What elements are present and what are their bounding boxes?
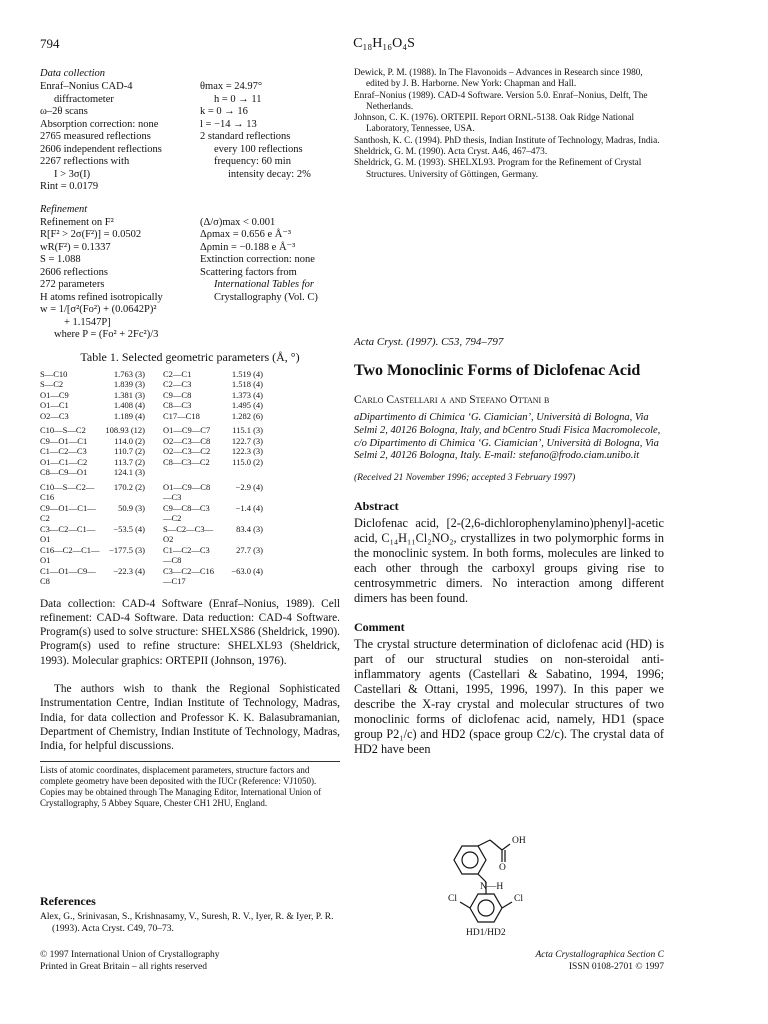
reference-item: Alex, G., Srinivasan, S., Krishnasamy, V., Suresh, R. V., Iyer, R. & Iyer, P. R. (1993). Acta Cryst. C49, 70–73. [40,912,334,934]
acknowledgement-paragraph: The authors wish to thank the Regional Sophisticated Instrumentation Centre, Indian Institute of Technology, Madras, India, for data collection and Professor K. K. Balasubramanian, Department of Chemistry, Indian Institute of Technology, Madras, India, for helpful discussions. [40,682,340,753]
table1-torsions: C10—S—C2—C16 170.2 (2) O1—C9—C8—C3 −2.9 (4) C9—O1—C1—C2 50.9 (3) C9—C8—C3—C2 −1.4 (4) C3—C2—C1—O1 −53.5 (4) S—C2—C3—O2 83.4 (3) C16—C2—C1—O1 −177.5 (3) C1—C2—C3—C8 27.7 (3) C1—O1—C9—C8 −22.3 (4) C3—C2—C16—C17 −63.0 (4) [40,481,263,586]
printed-line: Printed in Great Britain – all rights reserved [40,961,207,972]
reference-item: Sheldrick, G. M. (1990). Acta Cryst. A46, 467–473. [354,147,548,158]
affiliations: aDipartimento di Chimica ‘G. Ciamician’, Università di Bologna, Via Selmi 2, 40126 Bologna, Italy, and bCentro Studi Fisica Macromolecole, c/o Dipartimento di Chimica ‘G. Ciamician’, Università di Bologna, Via Selmi 2, 40126 Bologna, Italy. E-mail: stefano@frodo.ciam.unibo.it [354,412,661,462]
article-title: Two Monoclinic Forms of Diclofenac Acid [354,362,641,379]
references-heading: References [40,894,96,908]
left-column [40,68,340,809]
abstract-text: Diclofenac acid, [2-(2,6-dichlorophenylamino)phenyl]-acetic acid, C₁₄H₁₁Cl₂NO₂, crystallizes in two polymorphic forms in the monoclinic system. In both forms, molecules are linked to each other through the carboxyl groups giving rise to centrosymmetric dimers. No interaction among different dimers has been found. [354,516,664,606]
cl-right-label: Cl [514,894,523,904]
reference-item: Johnson, C. K. (1976). ORTEPII. Report ORNL-5138. Oak Ridge National Laboratory, Tennessee, USA. [354,113,635,135]
reference-item: Enraf–Nonius (1989). CAD-4 Software. Version 5.0. Enraf–Nonius, Delft, The Netherlands. [354,90,648,112]
lower-benzene-ring [470,894,502,922]
table1-bonds: S—C10 1.763 (3) C2—C1 1.519 (4) S—C2 1.839 (3) C2—C3 1.518 (4) O1—C9 1.381 (3) C9—C8 1.373 (4) O1—C1 1.408 (4) C8—C3 1.495 (4) O2—C3 1.189 (4) C17—C18 1.282 (6) [40,368,263,421]
received-dates: (Received 21 November 1996; accepted 3 February 1997) [354,473,576,484]
data-collection-heading: Data collection [40,68,106,79]
refinement-list: Refinement on F² (Δ/σ)max < 0.001 R[F² > 2σ(F²)] = 0.0502 Δρmax = 0.656 e Å⁻³ wR(F²) = 0.1337 Δρmin = −0.188 e Å⁻³ S = 1.088 Extinction correction: none 2606 reflections Scattering factors from 272 parameters International Tables for H atoms refined isotropically Crystallography (Vol. C) w = 1/[σ²(Fo²) + (0.0642P)² + 1.1547P] where P = (Fo² + 2Fc²)/3 [40,216,318,340]
table1-title: Table 1. Selected geometric parameters (Å, °) [80,349,300,364]
molecule-caption: HD1/HD2 [466,928,506,938]
reference-item: Santhosh, K. C. (1994). PhD thesis, Indian Institute of Technology, Madras, India. [354,135,660,146]
right-column [354,68,664,181]
table1-angles: C10—S—C2 108.93 (12) O1—C9—C7 115.1 (3) C9—O1—C1 114.0 (2) O2—C3—C8 122.7 (3) C1—C2—C3 110.7 (2) O2—C3—C2 122.3 (3) O1—C1—C2 113.7 (2) C8—C3—C2 115.0 (2) C8—C9—O1 124.1 (3) [40,425,263,477]
reference-item: Dewick, P. M. (1988). In The Flavonoids – Advances in Research since 1980, edited by J. B. Harborne. New York: Chapman and Hall. [354,68,643,90]
upper-benzene-ring [454,846,486,874]
molecule-drawing [440,836,590,946]
left-references [40,894,340,935]
comment-text: The crystal structure determination of diclofenac acid (HD) is part of our structural studies on non-steroidal anti-inflammatory agents (Castellari & Sabatino, 1994, 1996; Castellari & Ottani, 1995, 1996, 1997). In this paper we describe the X-ray crystal and molecular structures of two monoclinic forms of diclofenac acid, namely, HD1 (space group P2₁/c) and HD2 (space group C2/c). The crystal data of HD2 have been [354,637,664,757]
diclofenac-structure [440,836,590,946]
copyright-line: © 1997 International Union of Crystallography [40,950,220,960]
right-footer [454,950,664,973]
journal-section: Acta Crystallographica Section C [535,950,664,960]
programs-paragraph: Data collection: CAD-4 Software (Enraf–Nonius, 1989). Cell refinement: CAD-4 Software. Data reduction: CAD-4 Software. Program(s) used to solve structure: SHELXS86 (Sheldrick, 1990). Program(s) used to refine structure: SHELXL93 (Sheldrick, 1993). Molecular graphics: ORTEPII (Johnson, 1976). [40,597,340,667]
issn-line: ISSN 0108-2701 © 1997 [568,961,664,972]
nh-label: N—H [480,882,504,892]
refinement-heading: Refinement [40,203,88,215]
data-collection-list: Enraf–Nonius CAD-4 θmax = 24.97° diffractometer h = 0 → 11 ω–2θ scans k = 0 → 16 Absorption correction: none l = −14 → 13 2765 measured reflections 2 standard reflections 2606 independent reflections every 100 reflections 2267 reflections with frequency: 60 min I > 3σ(I) intensity decay: 2% Rint = 0.0179 [40,81,311,192]
page-number: 794 [40,36,60,51]
left-footer [40,950,340,973]
deposit-note: Lists of atomic coordinates, displacement parameters, structure factors and complete geometry have been deposited with the IUCr (Reference: VJ1050). Copies may be obtained through The Managing Editor, International Union of Crystallography, 5 Abbey Square, Chester CH1 2HU, England. [40,761,340,809]
article-block [354,336,664,757]
article-authors: Carlo Castellari a and Stefano Ottani b [354,394,550,406]
reference-item: Sheldrick, G. M. (1993). SHELXL93. Program for the Refinement of Crystal Structures. University of Göttingen, Germany. [354,158,642,180]
running-formula: C₁₈H₁₆O₄S [353,36,415,51]
abstract-heading: Abstract [354,499,399,514]
cl-left-label: Cl [448,894,457,904]
comment-heading: Comment [354,620,405,635]
o-label: O [499,863,506,873]
journal-citation: Acta Cryst. (1997). C53, 794–797 [354,336,504,348]
oh-label: OH [512,836,526,846]
